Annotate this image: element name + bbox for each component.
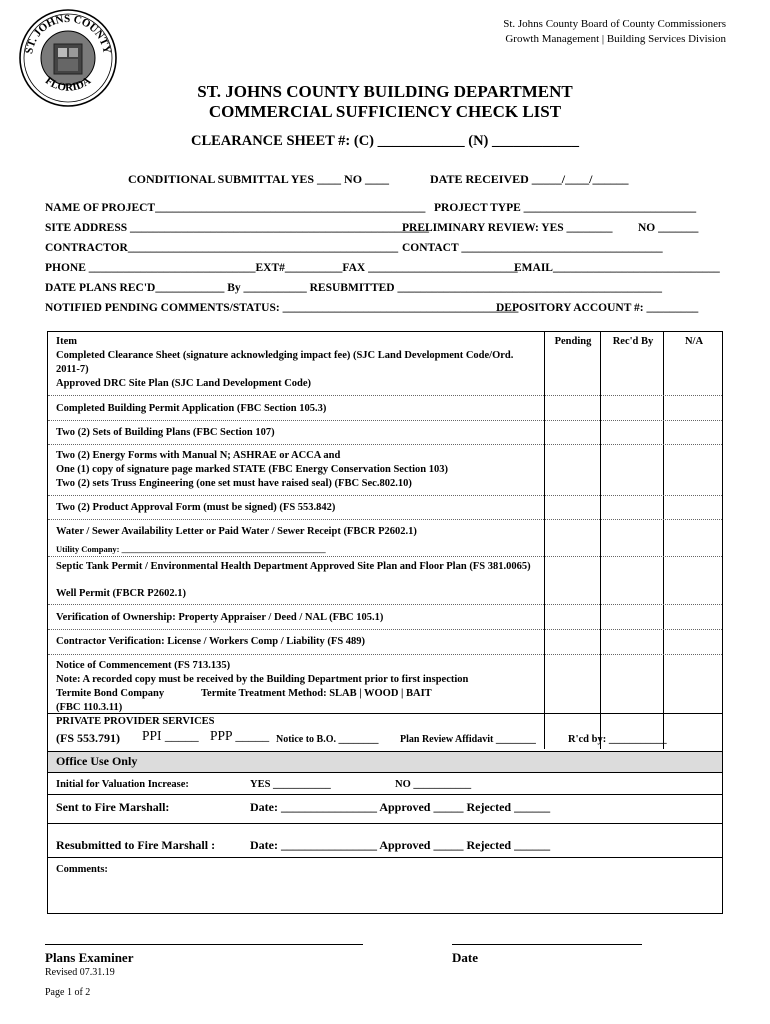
valuation-no-field[interactable]: NO ___________ <box>395 779 472 790</box>
item-contractor-verification: Contractor Verification: License / Workers Comp / Liability (FS 489) <box>56 636 366 647</box>
col-header-na: N/A <box>684 336 704 347</box>
item-drc-site-plan: Approved DRC Site Plan (SJC Land Development Code) <box>56 378 312 389</box>
resubmitted-date-field[interactable]: Date: ________________ Approved _____ Rejected ______ <box>250 838 551 852</box>
row-divider <box>48 604 722 605</box>
preliminary-review-yes-field[interactable]: PRELIMINARY REVIEW: YES ________ <box>402 222 613 234</box>
date-plans-received-field[interactable]: DATE PLANS REC'D____________ By ___________ RESUBMITTED ______________________________________________ <box>45 282 662 294</box>
item-fbc-110: (FBC 110.3.11) <box>56 702 123 713</box>
rcd-by-field[interactable]: R'cd by: ___________ <box>568 734 667 745</box>
ppp-field[interactable]: PPP _____ <box>210 728 270 743</box>
row-divider <box>48 857 722 858</box>
item-energy-signature: One (1) copy of signature page marked STATE (FBC Energy Conservation Section 103) <box>56 464 448 475</box>
notified-pending-field[interactable]: NOTIFIED PENDING COMMENTS/STATUS: _________________________________________ <box>45 302 519 314</box>
item-well-permit: Well Permit (FBCR P2602.1) <box>56 588 187 599</box>
row-divider <box>48 519 722 520</box>
item-notice-commencement: Notice of Commencement (FS 713.135) <box>56 660 231 671</box>
row-divider <box>48 823 722 824</box>
date-label: Date <box>452 950 478 965</box>
project-type-field[interactable]: PROJECT TYPE ______________________________ <box>434 202 697 214</box>
resubmitted-fire-marshall-label: Resubmitted to Fire Marshall : <box>56 838 216 852</box>
clearance-sheet-line: CLEARANCE SHEET #: (C) ____________ (N) ____________ <box>190 133 580 149</box>
item-septic-permit: Septic Tank Permit / Environmental Health Department Approved Site Plan and Floor Plan (FS 381.0065) <box>56 561 531 572</box>
fire-marshall-label: Sent to Fire Marshall: <box>56 800 170 814</box>
item-energy-forms: Two (2) Energy Forms with Manual N; ASHRAE or ACCA and <box>56 450 341 461</box>
depository-account-field[interactable]: DEPOSITORY ACCOUNT #: _________ <box>496 302 699 314</box>
row-divider <box>48 794 722 795</box>
email-field[interactable]: EMAIL_____________________________ <box>514 262 720 274</box>
item-building-plans: Two (2) Sets of Building Plans (FBC Section 107) <box>56 427 275 438</box>
page-title-line-2: COMMERCIAL SUFFICIENCY CHECK LIST <box>208 102 562 121</box>
office-use-band <box>48 752 722 772</box>
item-noc-note: Note: A recorded copy must be received by the Building Department prior to first inspection <box>56 674 469 685</box>
org-line-2: Growth Management | Building Services Division <box>505 33 726 45</box>
item-water-sewer: Water / Sewer Availability Letter or Paid Water / Sewer Receipt (FBCR P2602.1) <box>56 526 417 537</box>
ppi-field[interactable]: PPI _____ <box>142 728 199 743</box>
row-divider <box>48 395 722 396</box>
comments-field[interactable]: Comments: <box>56 864 108 875</box>
date-received-field[interactable]: DATE RECEIVED _____/____/______ <box>430 172 629 186</box>
valuation-increase-label: Initial for Valuation Increase: <box>56 779 189 790</box>
checklist-table <box>47 331 723 914</box>
row-divider <box>48 772 722 773</box>
row-divider <box>48 654 722 655</box>
item-private-provider: PRIVATE PROVIDER SERVICES <box>56 716 215 727</box>
office-use-heading: Office Use Only <box>56 754 138 768</box>
col-header-recd-by: Rec'd By <box>612 336 654 347</box>
site-address-field[interactable]: SITE ADDRESS ____________________________________________________ <box>45 222 430 234</box>
contractor-field[interactable]: CONTRACTOR_______________________________________________ <box>45 242 399 254</box>
item-truss-engineering: Two (2) sets Truss Engineering (one set must have raised seal) (FBC Sec.802.10) <box>56 478 412 489</box>
row-divider <box>48 556 722 557</box>
plans-examiner-signature-line[interactable] <box>45 944 363 945</box>
revised-date: Revised 07.31.19 <box>45 967 115 978</box>
row-divider <box>48 444 722 445</box>
row-divider <box>48 495 722 496</box>
plan-review-affidavit-field[interactable]: Plan Review Affidavit ________ <box>400 734 536 745</box>
item-ownership: Verification of Ownership: Property Appraiser / Deed / NAL (FBC 105.1) <box>56 612 384 623</box>
org-header <box>503 17 726 47</box>
fire-marshall-date-field[interactable]: Date: ________________ Approved _____ Rejected ______ <box>250 800 551 814</box>
item-utility-company[interactable]: Utility Company: ________________________________________________ <box>56 544 326 554</box>
row-divider <box>48 713 722 714</box>
notice-to-bo-field[interactable]: Notice to B.O. ________ <box>276 734 379 745</box>
item-clearance-sheet: Completed Clearance Sheet (signature acknowledging impact fee) (SJC Land Development Code/Ord. 2011-7) <box>56 350 514 375</box>
page-number: Page 1 of 2 <box>45 987 91 998</box>
date-signature-line[interactable] <box>452 944 642 945</box>
item-termite-method: Termite Treatment Method: SLAB | WOOD | BAIT <box>201 688 432 699</box>
contact-field[interactable]: CONTACT ___________________________________ <box>402 242 663 254</box>
org-line-1: St. Johns County Board of County Commissioners <box>503 18 726 30</box>
seal-bottom-text: FLORIDA <box>42 74 94 94</box>
project-name-field[interactable]: NAME OF PROJECT_______________________________________________ <box>45 202 426 214</box>
row-divider <box>48 420 722 421</box>
item-product-approval: Two (2) Product Approval Form (must be signed) (FS 553.842) <box>56 502 336 513</box>
item-termite-company: Termite Bond Company <box>56 688 165 699</box>
preliminary-review-no-field[interactable]: NO _______ <box>638 222 699 234</box>
col-header-pending: Pending <box>554 336 592 347</box>
page-title-line-1: ST. JOHNS COUNTY BUILDING DEPARTMENT <box>197 82 573 101</box>
seal-top-text: ST. JOHNS COUNTY <box>23 12 113 55</box>
row-divider <box>48 629 722 630</box>
phone-ext-fax-field[interactable]: PHONE _____________________________EXT#__________FAX __________________________ <box>45 262 518 274</box>
item-permit-application: Completed Building Permit Application (FBC Section 105.3) <box>56 403 327 414</box>
conditional-submittal-field[interactable]: CONDITIONAL SUBMITTAL YES ____ NO ____ <box>128 172 390 186</box>
valuation-yes-field[interactable]: YES ___________ <box>250 779 331 790</box>
plans-examiner-label: Plans Examiner <box>45 950 134 965</box>
col-header-item: Item <box>56 336 77 347</box>
item-fs-553: (FS 553.791) <box>56 731 120 745</box>
